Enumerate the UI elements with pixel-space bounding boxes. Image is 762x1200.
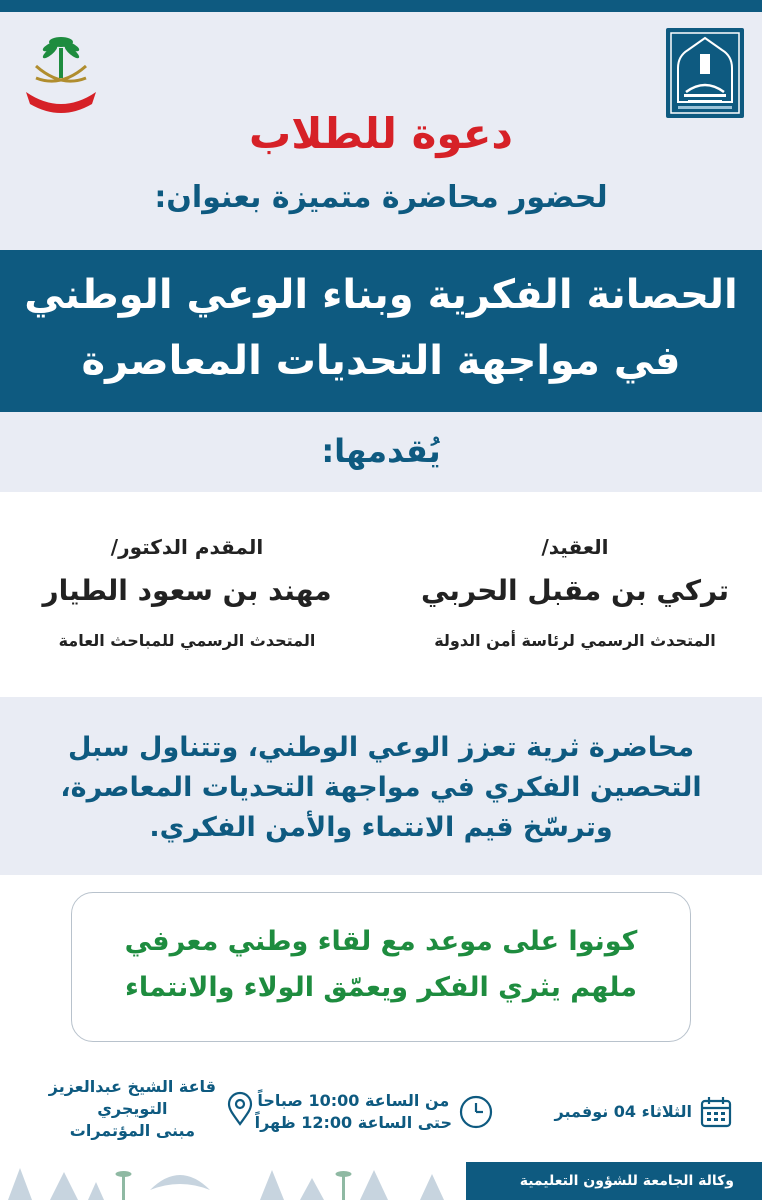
speaker-role: المتحدث الرسمي لرئاسة أمن الدولة	[434, 631, 716, 650]
footer-agency-bar: وكالة الجامعة للشؤون التعليمية	[466, 1162, 762, 1200]
lecture-title-line1: الحصانة الفكرية وبناء الوعي الوطني	[24, 272, 738, 318]
description-line3: وترسّخ قيم الانتماء والأمن الفكري.	[149, 812, 613, 843]
speaker-name: مهند بن سعود الطيار	[42, 574, 332, 607]
description-line2: التحصين الفكري في مواجهة التحديات المعاصرة،	[60, 772, 702, 803]
lecture-title	[0, 262, 762, 394]
speaker-rank: العقيد/	[541, 535, 609, 559]
clock-icon	[458, 1094, 494, 1130]
speaker-rank: المقدم الدكتور/	[110, 535, 264, 559]
location-text	[49, 1076, 216, 1142]
lecture-title-line2: في مواجهة التحديات المعاصرة	[81, 338, 681, 384]
speaker-card-2	[22, 532, 352, 654]
event-date	[555, 1094, 741, 1130]
place-line3: مبنى المؤتمرات	[69, 1121, 195, 1140]
time-from: من الساعة 10:00 صباحاً	[257, 1091, 450, 1110]
decorative-pattern	[0, 1160, 466, 1200]
top-accent-bar	[0, 0, 762, 12]
lecture-description	[40, 728, 722, 848]
speaker-role: المتحدث الرسمي للمباحث العامة	[58, 631, 316, 650]
time-text	[255, 1090, 452, 1134]
speaker-card-1	[410, 532, 740, 654]
description-line1: محاضرة ثرية تعزز الوعي الوطني، وتتناول سبل	[67, 732, 695, 763]
location-pin-icon	[222, 1091, 258, 1127]
date-text: الثلاثاء 04 نوفمبر	[554, 1102, 692, 1121]
event-time	[255, 1090, 500, 1134]
place-line1: قاعة الشيخ عبدالعزيز	[48, 1077, 216, 1096]
invite-title: دعوة للطلاب	[249, 109, 513, 158]
speaker-name: تركي بن مقبل الحربي	[421, 574, 729, 607]
time-to: حتى الساعة 12:00 ظهراً	[254, 1113, 452, 1132]
cta-line2: ملهم يثري الفكر ويعمّق الولاء والانتماء	[125, 972, 637, 1003]
call-to-action-box	[71, 892, 691, 1042]
state-emblem	[22, 30, 100, 116]
presented-by-heading: يُقدمها:	[321, 432, 441, 470]
event-location	[49, 1076, 264, 1142]
cta-line1: كونوا على موعد مع لقاء وطني معرفي	[124, 926, 638, 957]
invite-subtitle: لحضور محاضرة متميزة بعنوان:	[154, 180, 608, 215]
place-line2: التويجري	[97, 1099, 168, 1118]
university-logo	[664, 26, 746, 120]
calendar-icon	[698, 1094, 734, 1130]
